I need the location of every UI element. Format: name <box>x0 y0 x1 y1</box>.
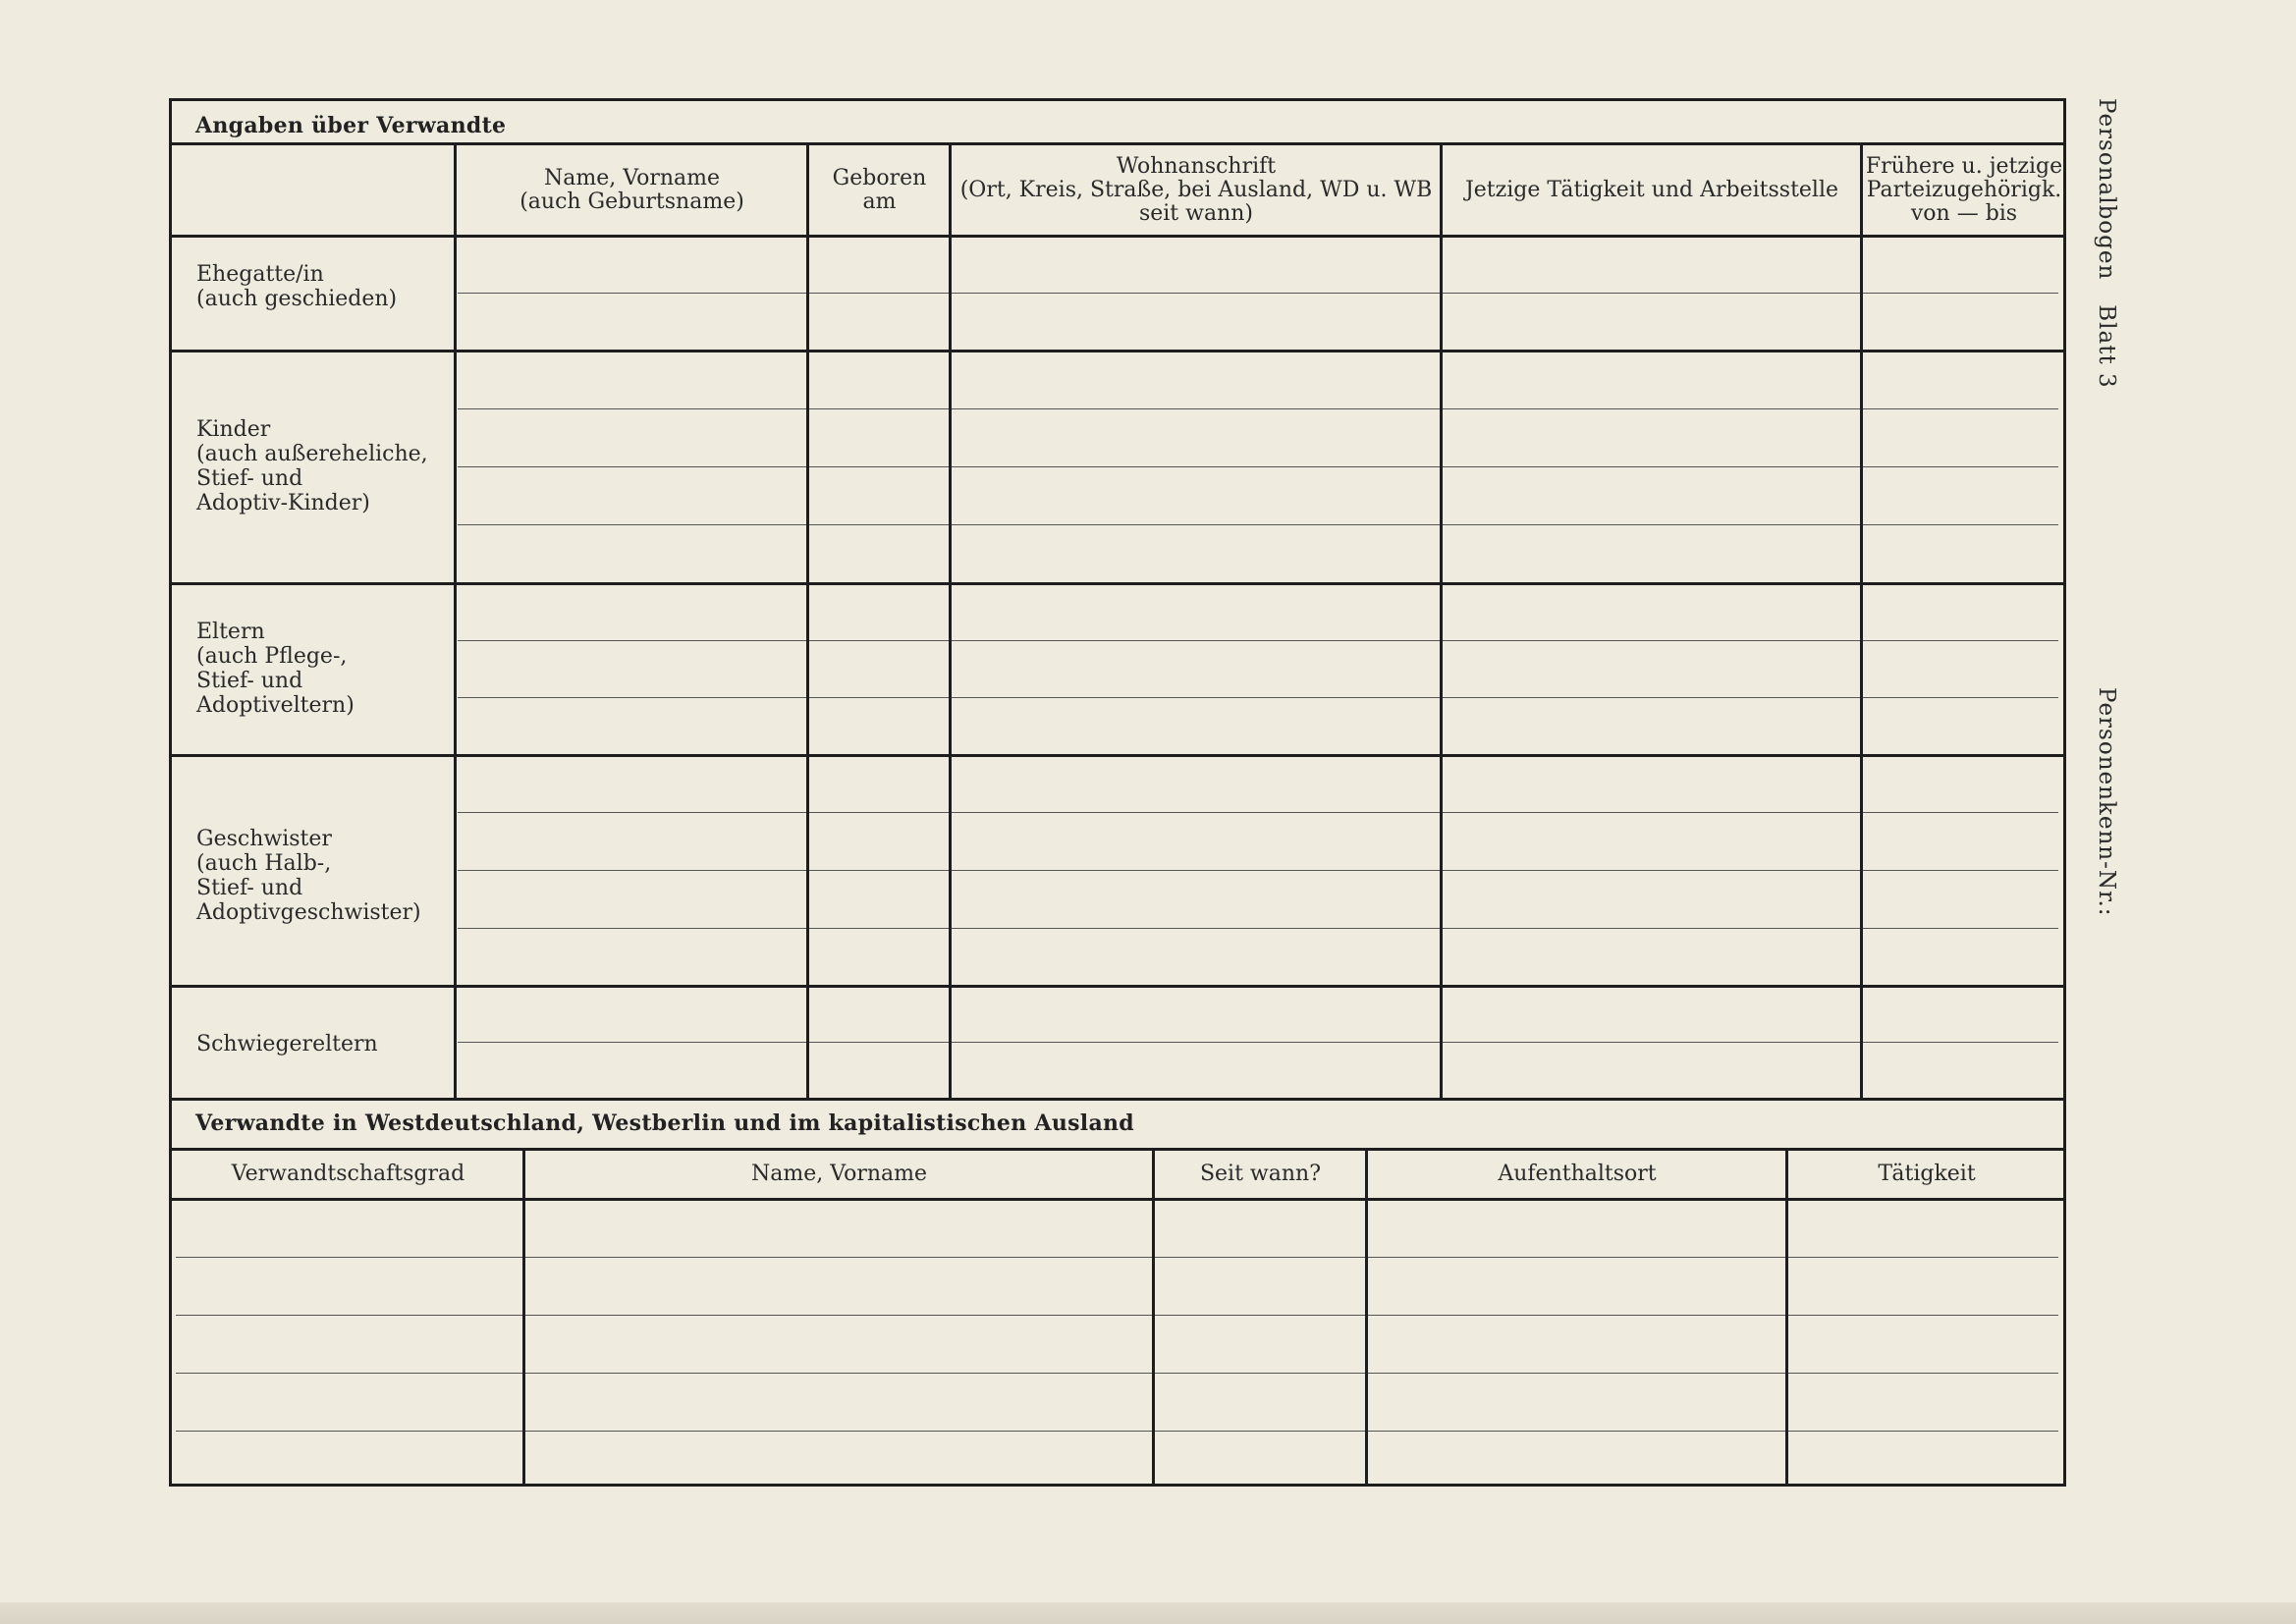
page-edge <box>0 1602 2296 1624</box>
row-label-siblings: Geschwister (auch Halb-, Stief- und Adoptivgeschwister) <box>196 827 421 925</box>
entry-line <box>458 870 2058 871</box>
entry-line <box>458 466 2058 467</box>
entry-line <box>176 1373 2058 1374</box>
entry-line <box>458 812 2058 813</box>
header-address: Wohnanschrift (Ort, Kreis, Straße, bei Ausland, WD u. WB seit wann) <box>959 153 1433 226</box>
relatives-form <box>169 98 2066 1487</box>
row-label-parents: Eltern (auch Pflege-, Stief- und Adoptiveltern) <box>196 620 355 718</box>
entry-line <box>176 1431 2058 1432</box>
entry-line <box>458 408 2058 409</box>
entry-line <box>458 928 2058 929</box>
entry-line <box>458 293 2058 294</box>
header-relation-degree: Verwandtschaftsgrad <box>231 1162 465 1186</box>
column-line <box>949 145 952 1098</box>
column-line <box>1785 1151 1788 1487</box>
entry-line <box>458 697 2058 698</box>
column-line <box>1365 1151 1368 1487</box>
column-line <box>1152 1151 1155 1487</box>
row-label-in-laws: Schwiegereltern <box>196 1032 378 1056</box>
divider <box>172 1198 2063 1201</box>
header-name: Name, Vorname (auch Geburtsname) <box>519 165 744 214</box>
header-born: Geboren am <box>832 165 927 214</box>
side-label-person-id: Personenkenn-Nr.: <box>2094 687 2119 917</box>
column-line <box>1860 145 1863 1098</box>
entry-line <box>458 1042 2058 1043</box>
side-label-sheet: Personalbogen Blatt 3 <box>2094 98 2119 389</box>
row-label-children: Kinder (auch außereheliche, Stief- und Adoptiv-Kinder) <box>196 417 428 515</box>
header-occupation: Jetzige Tätigkeit und Arbeitsstelle <box>1464 177 1839 202</box>
entry-line <box>176 1257 2058 1258</box>
header-activity: Tätigkeit <box>1878 1162 1976 1186</box>
header-since: Seit wann? <box>1199 1162 1322 1186</box>
row-label-spouse: Ehegatte/in (auch geschieden) <box>196 262 398 311</box>
section1-title: Angaben über Verwandte <box>195 113 507 138</box>
column-line <box>806 145 809 1098</box>
entry-line <box>458 524 2058 525</box>
column-line <box>522 1151 525 1487</box>
header-party: Frühere u. jetzige Parteizugehörigk. von — bis <box>1865 153 2063 226</box>
divider <box>172 1098 2063 1101</box>
section2-title: Verwandte in Westdeutschland, Westberlin und im kapitalistischen Ausland <box>195 1110 1134 1136</box>
entry-line <box>176 1315 2058 1316</box>
header-name2: Name, Vorname <box>750 1162 928 1186</box>
entry-line <box>458 640 2058 641</box>
column-line <box>1440 145 1443 1098</box>
column-line <box>454 145 457 1098</box>
header-residence: Aufenthaltsort <box>1498 1162 1657 1186</box>
